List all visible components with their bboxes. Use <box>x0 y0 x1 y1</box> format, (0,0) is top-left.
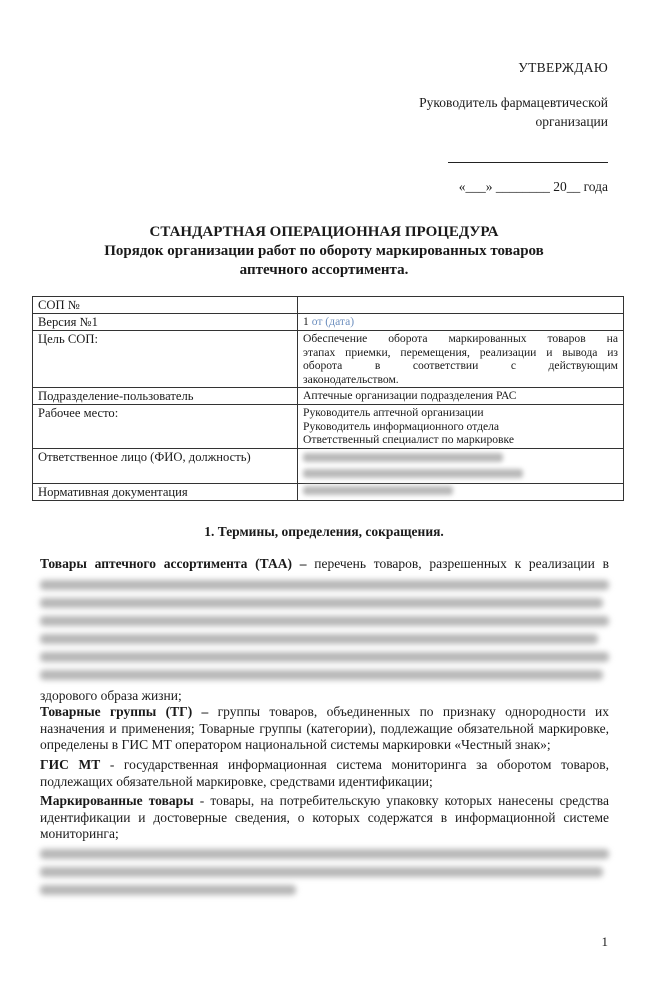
signature-line <box>448 162 608 163</box>
purpose-line2: этапах приемки, перемещения, реализации и вывода из <box>303 345 618 359</box>
department-label: Подразделение-пользователь <box>33 388 298 405</box>
workplace-line1: Руководитель аптечной организации <box>303 406 484 419</box>
term-tg <box>40 704 609 754</box>
purpose-line3: оборота в соответствии с действующим <box>303 359 618 372</box>
approval-date-line: «___» ________ 20__ года <box>458 179 608 194</box>
workplace-label: Рабочее место: <box>33 405 298 449</box>
approver-role-line1: Руководитель фармацевтической <box>419 95 608 110</box>
approver-role-line2: организации <box>535 114 608 129</box>
document-heading <box>40 223 608 280</box>
approval-block <box>419 58 608 196</box>
term-taa <box>40 556 609 573</box>
workplace-value <box>298 405 624 449</box>
purpose-label: Цель СОП: <box>33 331 298 388</box>
version-label: Версия №1 <box>33 314 298 331</box>
term-marked-definition: - товары, на потребительскую упаковку которых нанесены средства идентификации и достоверные сведения, о которых содержатся в информационной системе мониторинга; <box>40 793 609 842</box>
heading-line3: аптечного ассортимента. <box>239 262 409 278</box>
table-row <box>33 448 624 483</box>
term-marked <box>40 793 609 843</box>
table-row <box>33 405 624 449</box>
approve-title: УТВЕРЖДАЮ <box>518 60 608 75</box>
table-row <box>33 483 624 500</box>
table-row <box>33 388 624 405</box>
table-row <box>33 297 624 314</box>
page-number: 1 <box>601 934 608 949</box>
purpose-value <box>298 331 624 388</box>
version-value <box>298 314 624 331</box>
term-marked-name: Маркированные товары <box>40 793 194 809</box>
sop-number-value <box>298 297 624 314</box>
term-taa-definition: перечень товаров, разрешенных к реализации в <box>306 556 609 571</box>
term-gis-name: ГИС МТ <box>40 756 101 772</box>
department-value: Аптечные организации подразделения РАС <box>298 388 624 405</box>
sop-number-label: СОП № <box>33 297 298 314</box>
regulatory-label: Нормативная документация <box>33 483 298 500</box>
terms-body <box>40 556 609 903</box>
heading-line1: СТАНДАРТНАЯ ОПЕРАЦИОННАЯ ПРОЦЕДУРА <box>149 224 499 240</box>
term-taa-name: Товары аптечного ассортимента (ТАА) – <box>40 556 307 571</box>
table-row <box>33 331 624 388</box>
term-gis-definition: - государственная информационная система мониторинга за оборотом товаров, подлежащих обязательной маркировке, средствами идентификации; <box>40 756 609 789</box>
redacted-text-block <box>40 580 609 680</box>
term-gis <box>40 757 609 790</box>
purpose-line1: Обеспечение оборота маркированных товаров на <box>303 332 618 345</box>
responsible-value-redacted <box>298 448 624 483</box>
workplace-line3: Ответственный специалист по маркировке <box>303 433 515 446</box>
sop-info-table <box>32 296 624 501</box>
table-row <box>33 314 624 331</box>
term-tg-definition: группы товаров, объединенных по признаку однородности их назначения и применения; Товарные группы (категории), подлежащие обязательной маркировке, определены в ГИС МТ оператором национальной системы маркировки «Честный знак»; <box>40 704 609 753</box>
responsible-label: Ответственное лицо (ФИО, должность) <box>33 448 298 483</box>
heading-line2: Порядок организации работ по обороту маркированных товаров <box>104 243 544 259</box>
workplace-line2: Руководитель информационного отдела <box>303 419 500 433</box>
purpose-line4: законодательством. <box>303 372 399 386</box>
term-taa-tail: здорового образа жизни; <box>40 687 182 703</box>
section-1-title: 1. Термины, определения, сокращения. <box>204 524 444 539</box>
term-tg-name: Товарные группы (ТГ) – <box>40 704 209 720</box>
redacted-text-block-2 <box>40 849 609 895</box>
version-date: от (дата) <box>311 315 355 328</box>
version-number: 1 <box>303 315 309 328</box>
regulatory-value-redacted <box>298 483 624 500</box>
